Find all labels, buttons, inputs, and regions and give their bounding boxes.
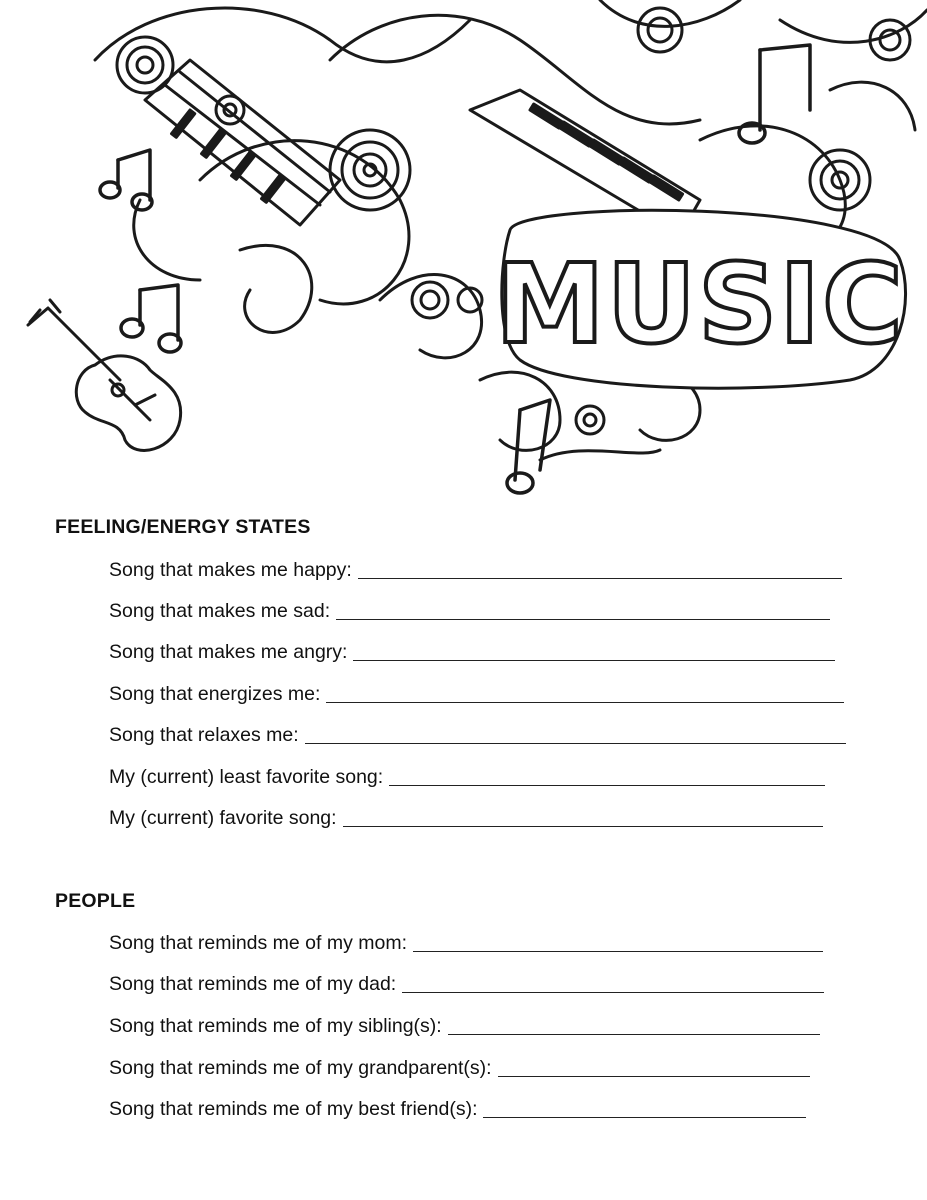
answer-blank[interactable]	[358, 578, 842, 579]
prompt-label: Song that reminds me of my best friend(s):	[109, 1098, 478, 1120]
prompt-label: Song that makes me sad:	[109, 600, 331, 622]
answer-blank[interactable]	[353, 660, 835, 661]
prompt-label: Song that reminds me of my sibling(s):	[109, 1015, 442, 1037]
answer-blank[interactable]	[326, 702, 844, 703]
answer-blank[interactable]	[498, 1076, 810, 1077]
answer-blank[interactable]	[483, 1117, 806, 1118]
prompt-row-sad	[109, 597, 830, 623]
prompt-row-relaxes	[109, 721, 846, 747]
prompt-label: Song that makes me angry:	[109, 641, 348, 663]
piano-keys-icon	[145, 60, 700, 235]
prompt-label: Song that energizes me:	[109, 683, 321, 705]
prompt-row-best-friend	[109, 1095, 806, 1121]
prompt-row-happy	[109, 556, 842, 582]
prompt-row-favorite	[109, 804, 823, 830]
prompt-row-least-favorite	[109, 763, 825, 789]
answer-blank[interactable]	[343, 826, 823, 827]
prompt-label: Song that reminds me of my mom:	[109, 932, 408, 954]
prompt-row-angry	[109, 638, 835, 664]
answer-blank[interactable]	[413, 951, 823, 952]
answer-blank[interactable]	[336, 619, 830, 620]
prompt-label: Song that reminds me of my dad:	[109, 973, 397, 995]
prompt-label: Song that makes me happy:	[109, 559, 352, 581]
guitar-icon	[28, 300, 181, 450]
answer-blank[interactable]	[305, 743, 846, 744]
prompt-label: Song that reminds me of my grandparent(s):	[109, 1057, 492, 1079]
prompt-row-sibling	[109, 1012, 820, 1038]
prompt-row-energizes	[109, 680, 844, 706]
answer-blank[interactable]	[402, 992, 824, 993]
prompt-row-grandparent	[109, 1054, 810, 1080]
prompt-label: Song that relaxes me:	[109, 724, 299, 746]
prompt-label: My (current) favorite song:	[109, 807, 337, 829]
answer-blank[interactable]	[389, 785, 825, 786]
answer-blank[interactable]	[448, 1034, 820, 1035]
music-title-text: MUSIC	[495, 240, 905, 368]
prompt-label: My (current) least favorite song:	[109, 766, 384, 788]
section-heading-feelings: FEELING/ENERGY STATES	[55, 516, 311, 538]
section-heading-people: PEOPLE	[55, 890, 136, 912]
prompt-row-dad	[109, 970, 824, 996]
prompt-row-mom	[109, 929, 823, 955]
music-doodle-header	[0, 0, 927, 500]
